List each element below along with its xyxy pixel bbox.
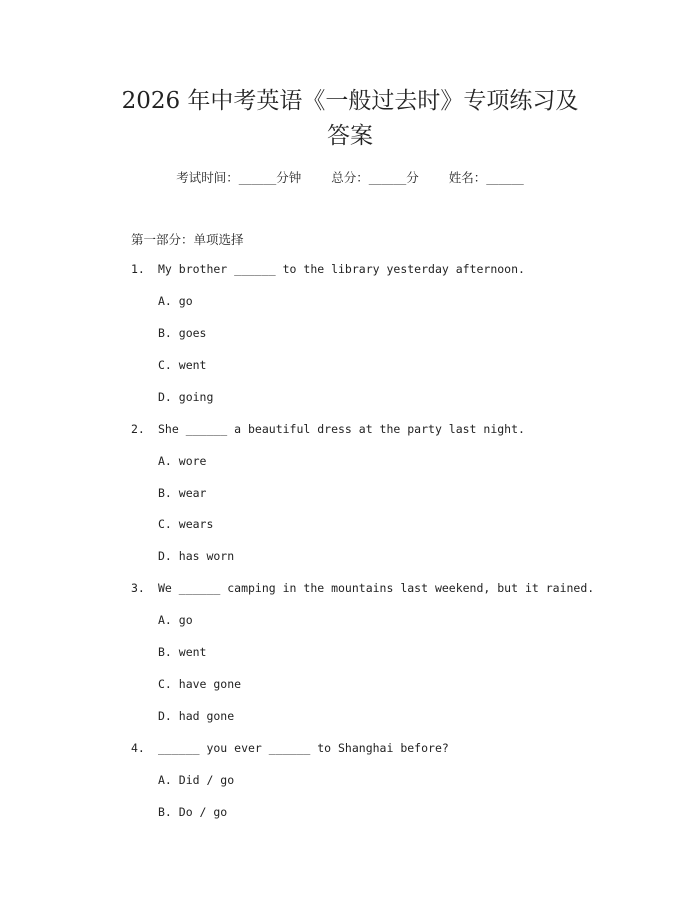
question-number: 2. (131, 422, 145, 436)
page-title: 2026 年中考英语《一般过去时》专项练习及 (121, 88, 579, 114)
question-number: 3. (131, 581, 145, 595)
page-title-continued: 答案 (327, 123, 373, 149)
question-number: 4. (131, 741, 145, 755)
total-score-field: 总分：______分 (331, 170, 419, 185)
option-a: A. go (158, 613, 193, 627)
exam-info (0, 168, 700, 186)
option-b: B. Do / go (158, 805, 228, 819)
question-number: 1. (131, 262, 145, 276)
option-a: A. wore (158, 454, 207, 468)
exam-time-field: 考试时间：______分钟 (176, 170, 302, 185)
question-text: My brother ______ to the library yesterday afternoon. (158, 262, 525, 276)
question-text: She ______ a beautiful dress at the party last night. (158, 422, 525, 436)
option-a: A. Did / go (158, 773, 235, 787)
option-a: A. go (158, 294, 193, 308)
question-text: We ______ camping in the mountains last weekend, but it rained. (158, 581, 595, 595)
option-b: B. wear (158, 486, 207, 500)
option-c: C. have gone (158, 677, 242, 691)
option-c: C. wears (158, 517, 214, 531)
section-heading: 第一部分：单项选择 (131, 232, 244, 247)
option-b: B. goes (158, 326, 207, 340)
student-name-field: 姓名：______ (448, 170, 524, 185)
option-c: C. went (158, 358, 207, 372)
option-d: D. going (158, 390, 214, 404)
question-text: ______ you ever ______ to Shanghai before? (158, 741, 449, 755)
option-d: D. had gone (158, 709, 235, 723)
option-b: B. went (158, 645, 207, 659)
option-d: D. has worn (158, 549, 235, 563)
